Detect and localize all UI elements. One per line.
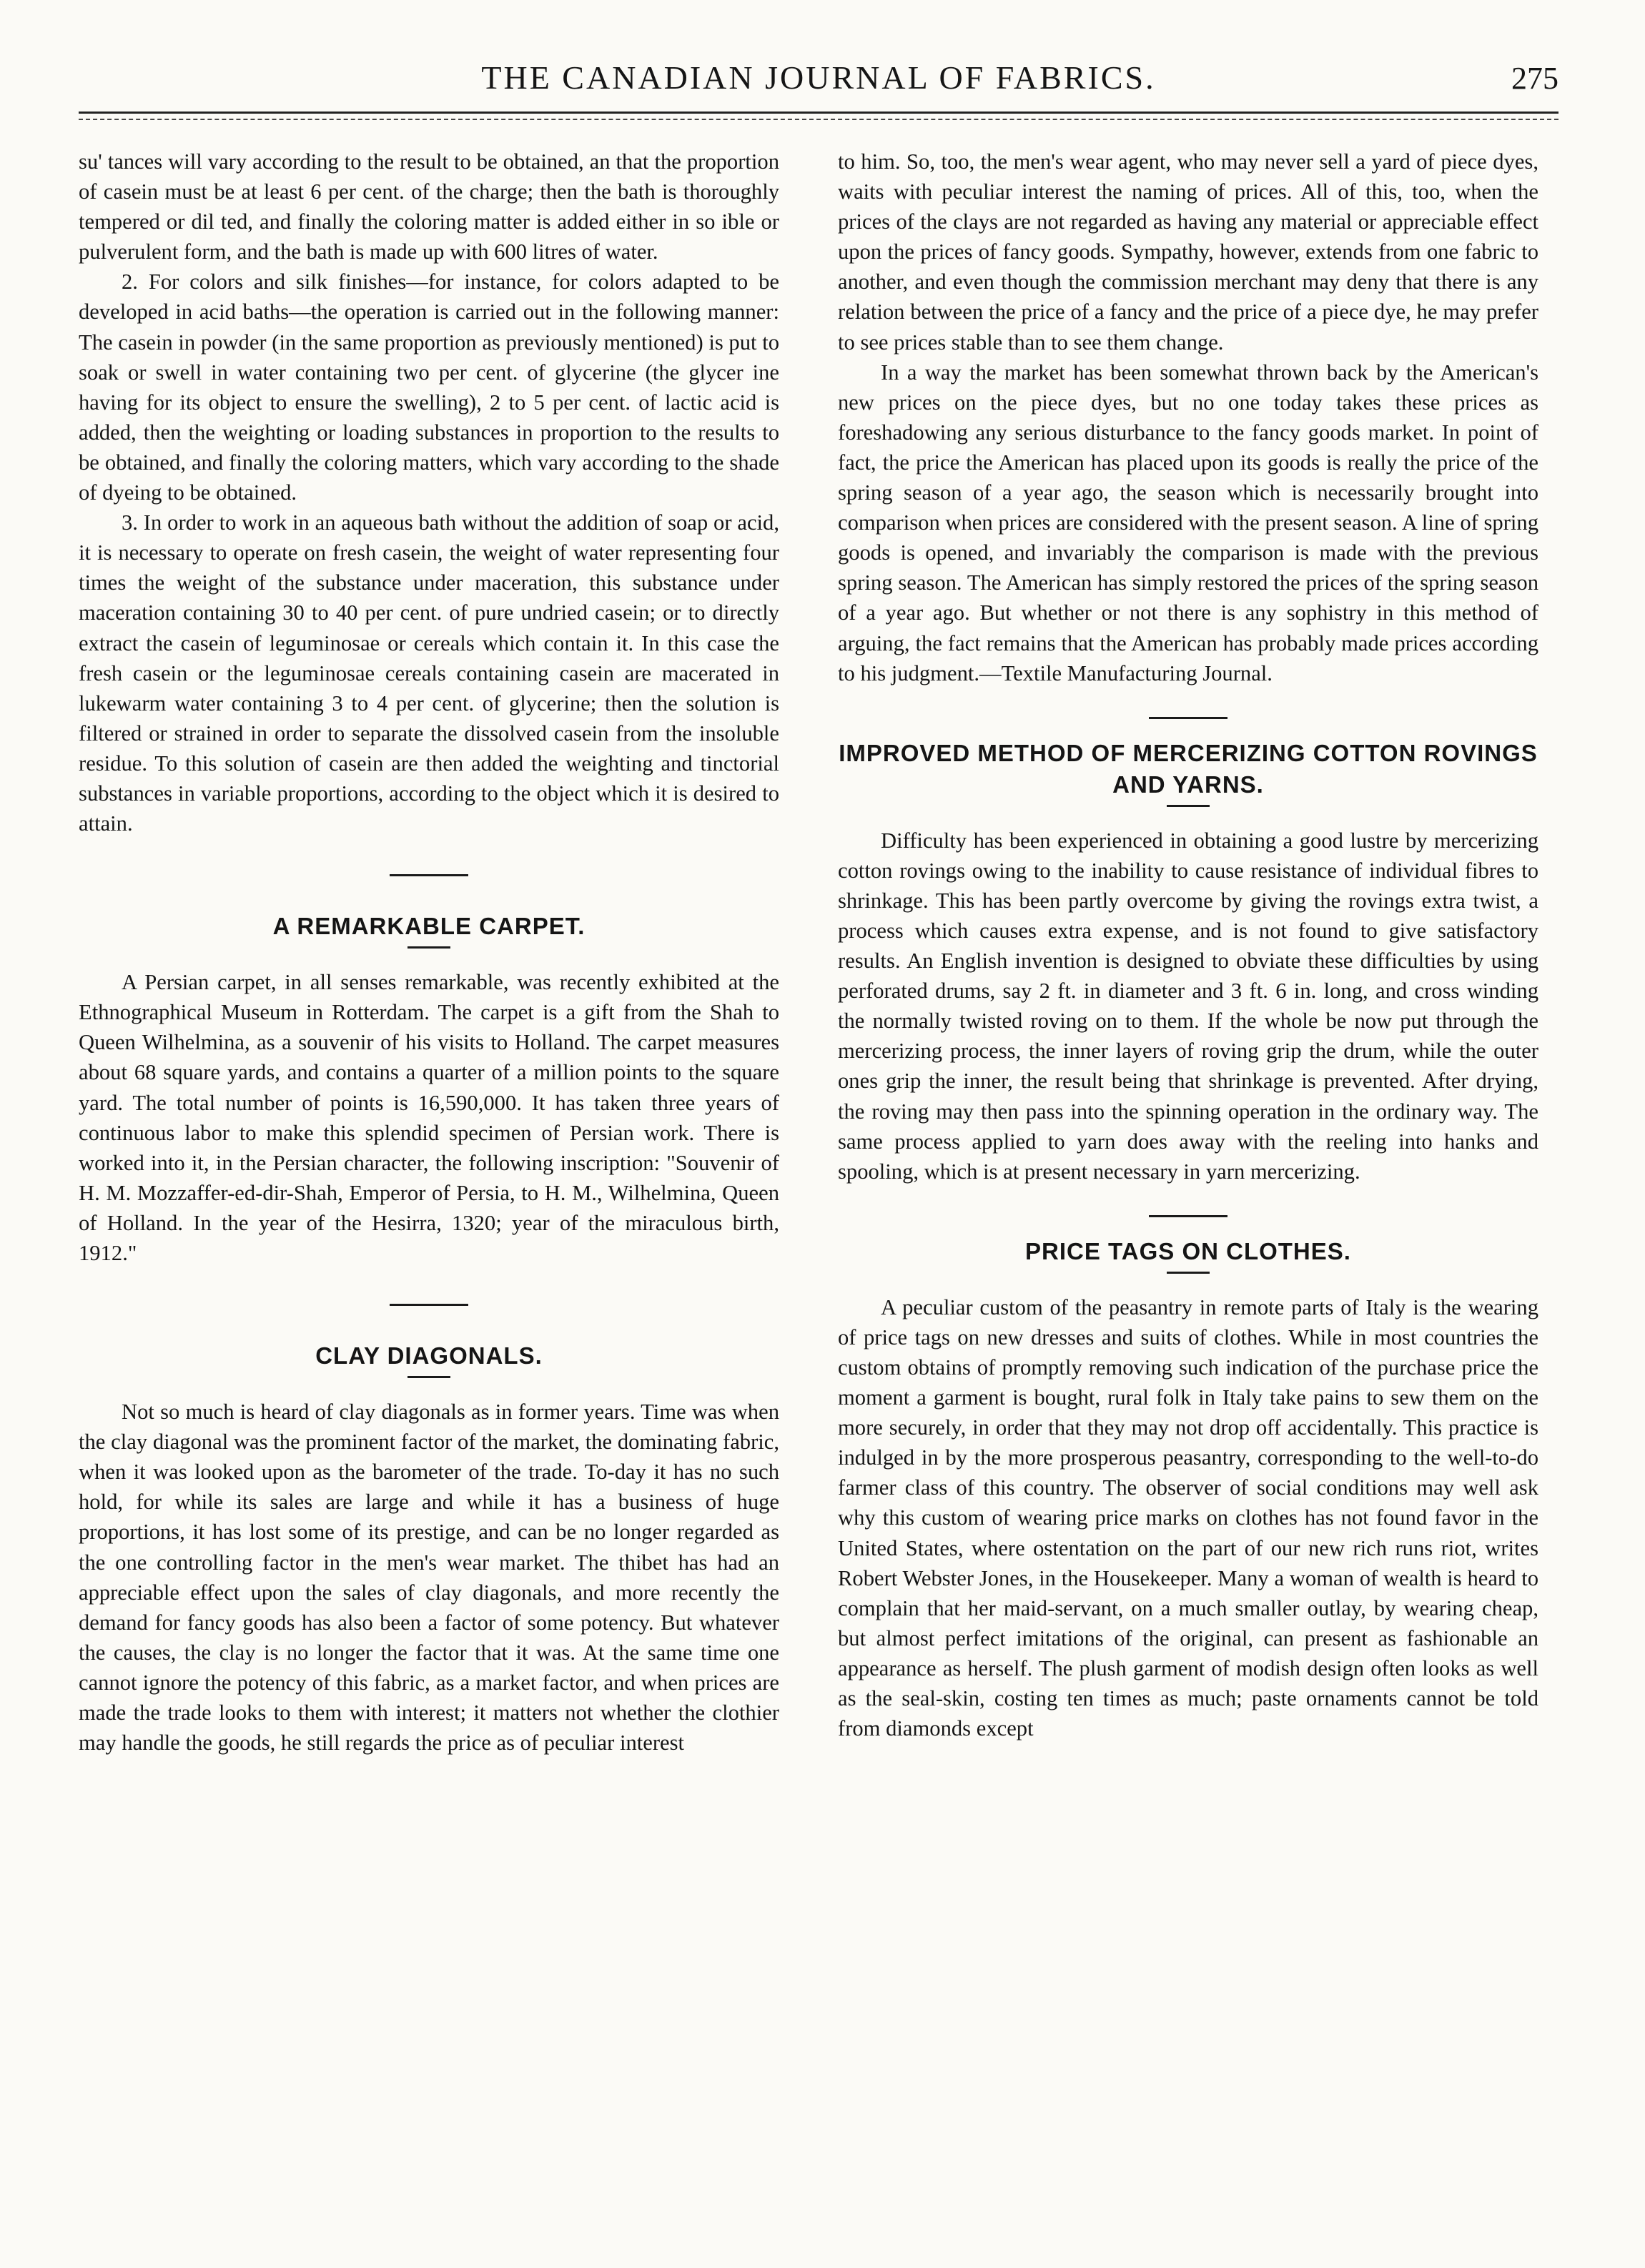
running-title: THE CANADIAN JOURNAL OF FABRICS. [481,59,1156,96]
article-heading: A REMARKABLE CARPET. [272,913,586,940]
page-number: 275 [1511,61,1558,96]
paragraph: 3. In order to work in an aqueous bath without the addition of soap or acid, it is necessary to operate on fresh casein, the weight of water representing four times the weight of the substance under maceration, this substance under maceration containing 30 to 40 per cent. of pure undried casein; or to directly extract the casein of leguminosae or cereals which contain it. In this case the fresh casein or the leguminosae cereals containing casein are macerated in lukewarm water containing 3 to 4 per cent. of glycerine; then the solution is filtered or strained in order to separate the dissolved casein from the insoluble residue. To this solution of casein are then added the weighting and tinctorial substances in variable proportions, according to the object which it is desired to attain. [79,510,779,836]
article-heading: CLAY DIAGONALS. [315,1342,543,1370]
paragraph: Not so much is heard of clay diagonals as in former years. Time was when the clay diagonal was the prominent factor of the market, the dominating fabric, when it was looked upon as the barometer of the trade. To-day it has no such hold, for while its sales are large and while it has a business of huge proportions, it has lost some of its prestige, and can be no longer regarded as the one controlling factor in the men's wear market. The thibet has had an appreciable effect upon the sales of clay diagonals, and more recently the demand for fancy goods has also been a factor of some potency. But whatever the causes, the clay is no longer the factor that it was. At the same time one cannot ignore the potency of this fabric, as a market factor, and when prices are made the trade looks to them with interest; it matters not whether the clothier may handle the goods, he still regards the price as of peculiar interest [79,1400,779,1756]
article-heading: IMPROVED METHOD OF MERCERIZING COTTON ROVINGS AND YARNS. [839,739,1538,798]
page-header [79,59,1558,101]
paragraph: 2. For colors and silk finishes—for instance, for colors adapted to be developed in acid baths—the operation is carried out in the following manner: The casein in powder (in the same proportion as previously mentioned) is put to soak or swell in water containing two per cent. of glycerine (the glycer ine having for its object to ensure the swelling), 2 to 5 per cent. of lactic acid is added, then the weighting or loading substances in proportion to the results to be obtained, and finally the coloring matters, which vary according to the shade of dyeing to be obtained. [79,269,779,505]
paragraph: In a way the market has been somewhat thrown back by the American's new prices on the piece dyes, but no one today takes these prices as foreshadowing any serious disturbance to the fancy goods market. In point of fact, the price the American has placed upon its goods is really the price of the spring season of a year ago, the season which is necessarily brought into comparison when prices are considered with the present season. A line of spring goods is opened, and invariably the comparison is made with the previous spring season. The American has simply restored the prices of the spring season of a year ago. But whether or not there is any sophistry in this method of arguing, the fact remains that the American has probably made prices according to his judgment.—Textile Manufacturing Journal. [838,360,1538,685]
header-rule [79,112,1558,114]
paragraph: to him. So, too, the men's wear agent, who may never sell a yard of piece dyes, waits with peculiar interest the naming of prices. All of this, too, when the prices of the clays are not regarded as having any material or appreciable effect upon the prices of fancy goods. Sympathy, however, extends from one fabric to another, and even though the commission merchant may deny that there is any relation between the price of a fancy and the price of a piece dye, he may prefer to see prices stable than to see them change. [838,149,1538,355]
paragraph: Difficulty has been experienced in obtaining a good lustre by mercerizing cotton rovings owing to the inability to cause resistance of individual fibres to shrinkage. This has been partly overcome by giving the rovings extra twist, a process which causes extra expense, and is not found to give satisfactory results. An English invention is designed to obviate these difficulties by using perforated drums, say 2 ft. in diameter and 3 ft. 6 in. long, and cross winding the normally twisted roving on to them. If the whole be now put through the mercerizing process, the inner layers of roving grip the drum, while the outer ones grip the inner, the result being that shrinkage is prevented. After drying, the roving may then pass into the spinning operation in the ordinary way. The same process applied to yarn does away with the reeling into hanks and spooling, which is at present necessary in yarn mercerizing. [838,828,1538,1184]
article-heading: PRICE TAGS ON CLOTHES. [1025,1237,1351,1264]
paragraph: A Persian carpet, in all senses remarkable, was recently exhibited at the Ethnographical Museum in Rotterdam. The carpet is a gift from the Shah to Queen Wilhelmina, as a souvenir of his visits to Holland. The carpet measures about 68 square yards, and contains a quarter of a million points to the square yard. The total number of points is 16,590,000. It has taken three years of continuous labor to make this splendid specimen of Persian work. There is worked into it, in the Persian character, the following inscription: "Souvenir of H. M. Mozzaffer-ed-dir-Shah, Emperor of Persia, to H. M., Wilhelmina, Queen of Holland. In the year of the Hesirra, 1320; year of the miraculous birth, 1912." [79,970,779,1265]
left-column [79,147,779,1758]
header-rule-dashed [79,119,1558,120]
paragraph: su' tances will vary according to the result to be obtained, an that the proportion of casein must be at least 6 per cent. of the charge; then the bath is thoroughly tempered or dil ted, and finally the coloring matter is added either in so ible or pulverulent form, and the bath is made up with 600 litres of water. [79,149,779,264]
right-column [838,147,1538,1743]
paragraph: A peculiar custom of the peasantry in remote parts of Italy is the wearing of price tags on new dresses and suits of clothes. While in most countries the custom obtains of promptly removing such indication of the purchase price the moment a garment is bought, rural folk in Italy take pains to sew them on the more securely, in order that they may not drop off accidentally. This practice is indulged in by the more prosperous peasantry, corresponding to the well-to-do farmer class of this country. The observer of social conditions may well ask why this custom of wearing price marks on clothes has not found favor in the United States, where ostentation on the part of our new rich runs riot, writes Robert Webster Jones, in the Housekeeper. Many a woman of wealth is heard to complain that her maid-servant, on a much smaller outlay, by wearing cheap, but almost perfect imitations of the original, can present as fashionable an appearance as herself. The plush garment of modish design often looks as well as the seal-skin, costing ten times as much; paste ornaments cannot be told from diamonds except [838,1294,1538,1741]
